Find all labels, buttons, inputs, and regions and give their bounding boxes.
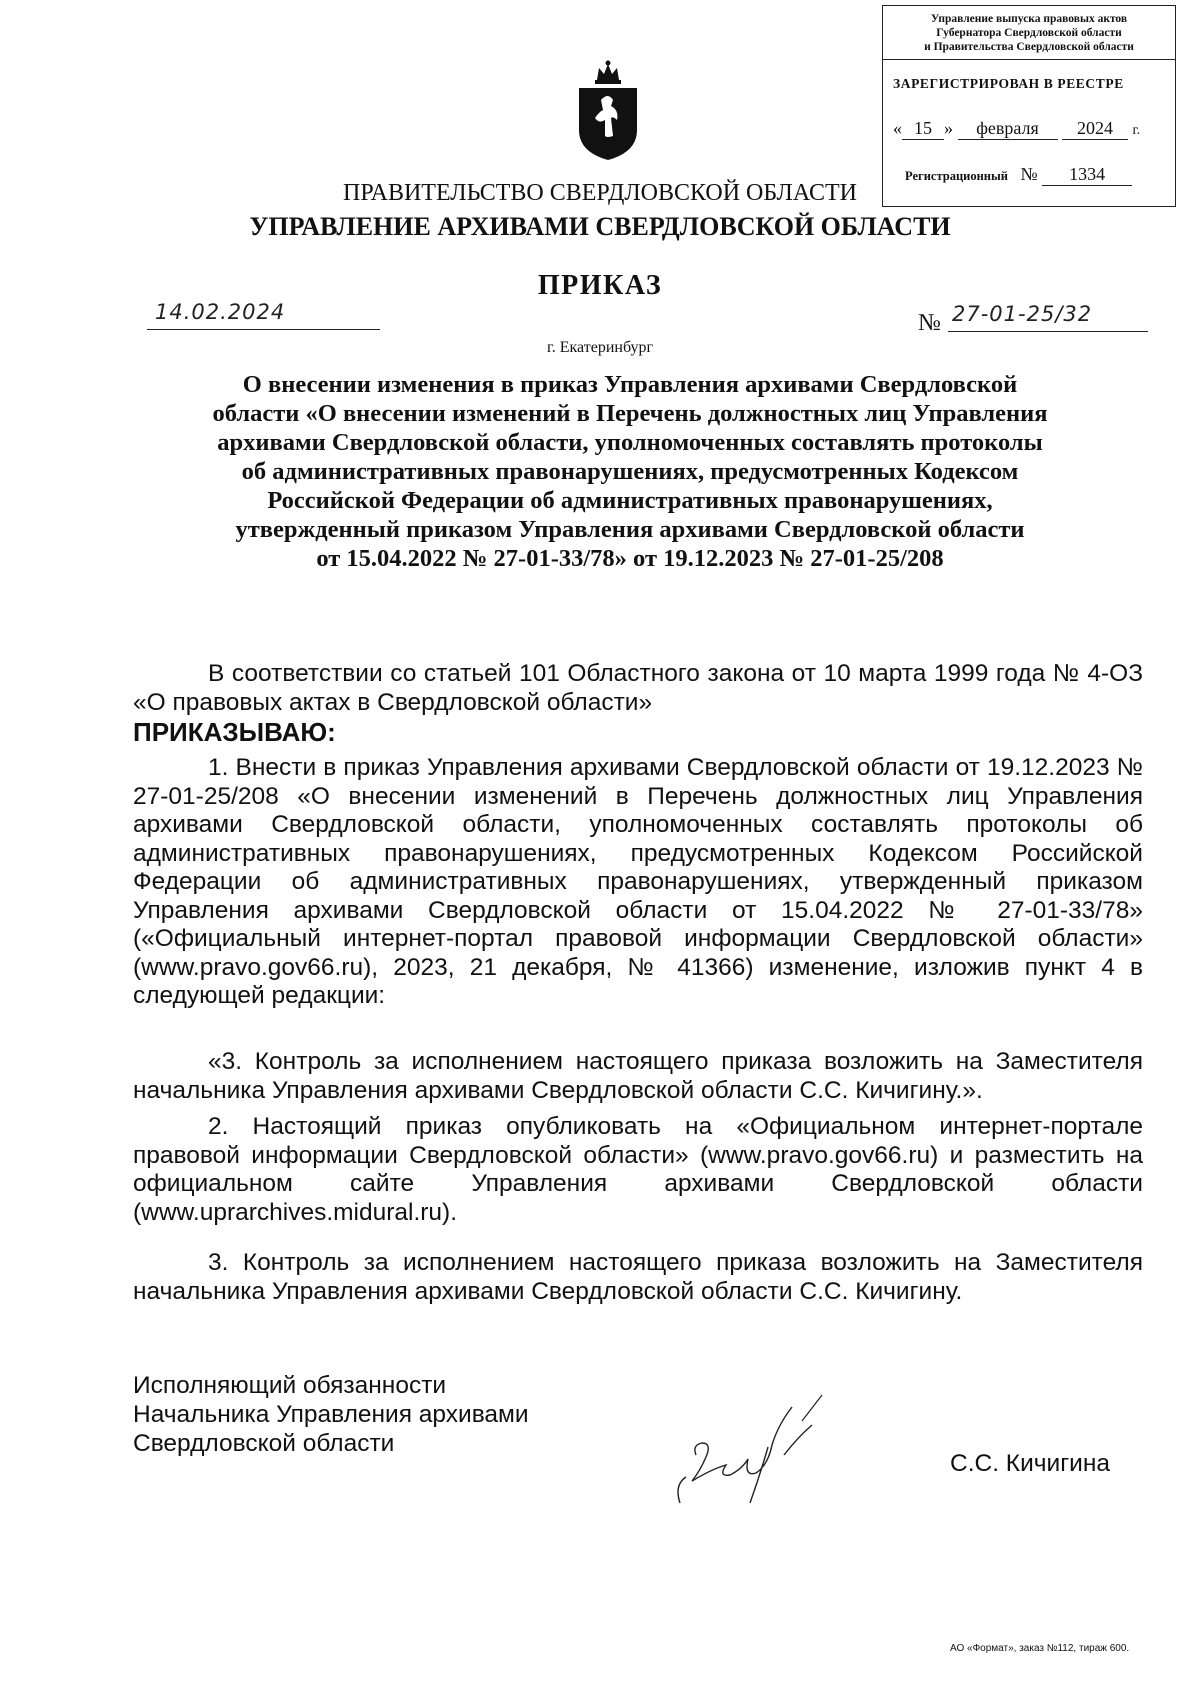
order-number-label: № [918,310,941,336]
document-type: ПРИКАЗ [537,270,663,301]
coat-of-arms-icon [575,58,641,162]
stamp-day-open: « [893,118,902,138]
stamp-header-line: Губернатора Свердловской области [936,26,1122,39]
department-name: УПРАВЛЕНИЕ АРХИВАМИ СВЕРДЛОВСКОЙ ОБЛАСТИ [249,212,951,241]
item-1: 1. Внести в приказ Управления архивами Свердловской области от 19.12.2023 № 27-01-25/208 «О внесении изменений в Перечень должностных лиц Управления архивами Свердловской области, уполномоченных составлять протоколы об административных правонарушениях, предусмотренных Кодексом Российской Федерации об административных правонарушениях, утвержденный приказом Управления архивами Свердловской области от 15.04.2022 № 27-01-33/78» («Официальный интернет-портал правовой информации Свердловской области» (www.pravo.gov66.ru), 2023, 21 декабря, № 41366) изменение, изложив пункт 4 в следующей редакции: [133,754,1143,1009]
title-line: Российской Федерации об административных правонарушениях, [267,487,993,514]
order-word: ПРИКАЗЫВАЮ: [133,717,336,747]
stamp-reg-number-label: Регистрационный [905,169,1008,183]
order-date-handwritten: 14.02.2024 [155,300,286,324]
order-number-handwritten: 27-01-25/32 [952,302,1093,326]
date-line [147,329,380,330]
city: г. Екатеринбург [546,339,654,356]
item-1-quote: «3. Контроль за исполнением настоящего приказа возложить на Заместителя начальника Управления архивами Свердловской области С.С. Кичигину.». [133,1048,1143,1104]
stamp-month: февраля [958,118,1058,140]
stamp-header-line: и Правительства Свердловской области [924,40,1134,53]
title-line: области «О внесении изменений в Перечень должностных лиц Управления [212,400,1048,427]
signatory-position [133,1371,529,1458]
print-info: АО «Формат», заказ №112, тираж 600. [950,1643,1130,1654]
stamp-year-suffix: г. [1132,123,1141,138]
position-line: Свердловской области [133,1430,395,1457]
stamp-registered-label: ЗАРЕГИСТРИРОВАН В РЕЕСТРЕ [893,76,1124,91]
document-title [150,370,1110,573]
registration-stamp [882,5,1176,207]
title-line: об административных правонарушениях, предусмотренных Кодексом [241,458,1019,485]
position-line: Начальника Управления архивами [133,1401,529,1428]
stamp-number-sign: № [1020,164,1038,184]
stamp-day-close: » [944,118,953,138]
title-line: архивами Свердловской области, уполномоченных составлять протоколы [217,429,1043,456]
title-line: от 15.04.2022 № 27-01-33/78» от 19.12.2023 № 27-01-25/208 [316,545,944,572]
title-line: О внесении изменения в приказ Управления архивами Свердловской [242,371,1018,398]
title-line: утвержденный приказом Управления архивами Свердловской области [235,516,1025,543]
handwritten-signature [672,1385,842,1515]
position-line: Исполняющий обязанности [133,1372,447,1399]
government-name: ПРАВИТЕЛЬСТВО СВЕРДЛОВСКОЙ ОБЛАСТИ [343,180,857,206]
item-3: 3. Контроль за исполнением настоящего приказа возложить на Заместителя начальника Управления архивами Свердловской области С.С. Кичигину. [133,1249,1143,1305]
stamp-header [883,6,1175,60]
stamp-date [893,118,1169,140]
preamble: В соответствии со статьей 101 Областного закона от 10 марта 1999 года № 4-ОЗ «О правовых актах в Свердловской области» [133,660,1143,716]
stamp-number-value: 1334 [1042,164,1132,186]
stamp-day: 15 [902,118,944,140]
signatory-name: С.С. Кичигина [950,1450,1110,1477]
stamp-year: 2024 [1062,118,1128,140]
number-line [948,331,1148,332]
item-2: 2. Настоящий приказ опубликовать на «Официальном интернет-портале правовой информации Свердловской области» (www.pravo.gov66.ru) и разместить на официальном сайте Управления архивами Свердловской области (www.uprarchives.midural.ru). [133,1113,1143,1226]
stamp-header-line: Управление выпуска правовых актов [930,12,1128,25]
